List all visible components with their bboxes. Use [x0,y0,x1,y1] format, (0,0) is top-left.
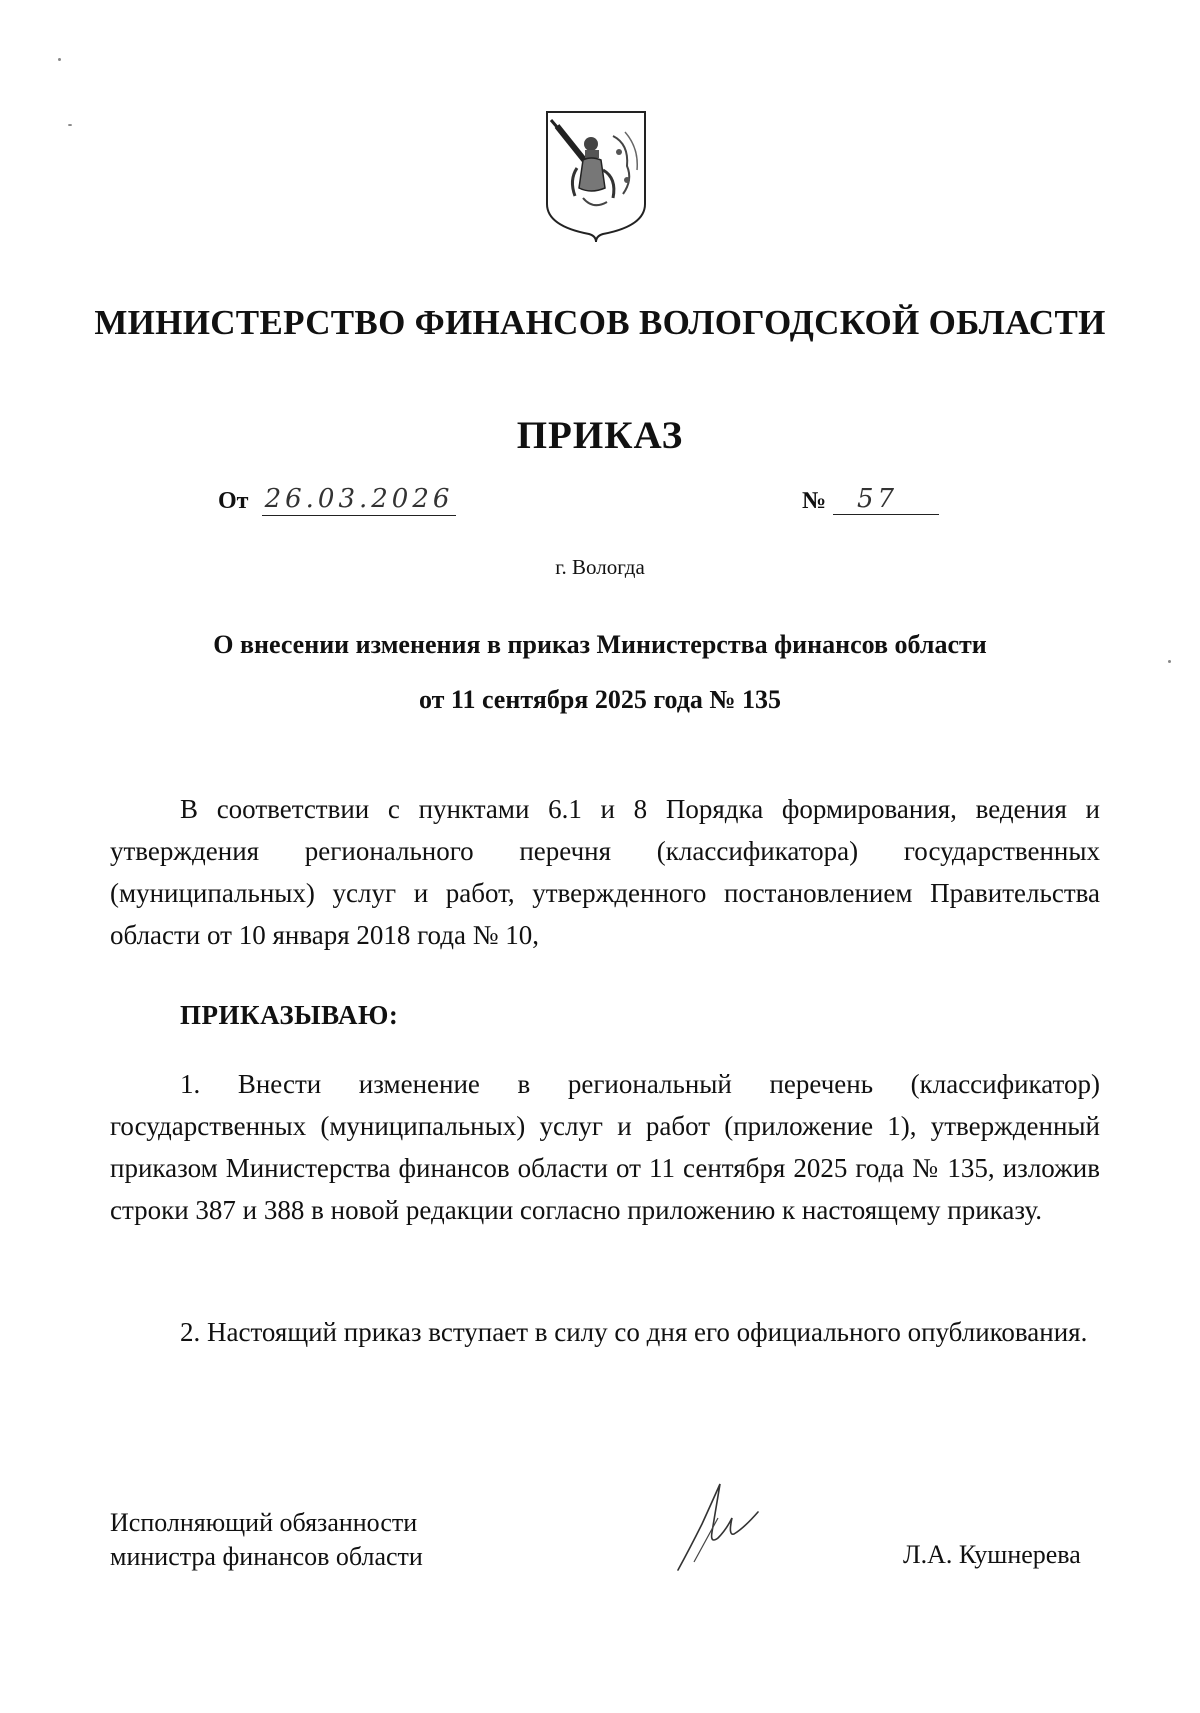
order-item-1: 1. Внести изменение в региональный перечень (классификатор) государственных (муниципальных) услуг и работ (приложение 1), утвержденный приказом Министерства финансов области от 11 сентября 2025 года № 135, изложив строки 387 и 388 в новой редакции согласно приложению к настоящему приказу. [110,1069,1100,1225]
order-item-2: 2. Настоящий приказ вступает в силу со дня его официального опубликования. [180,1317,1088,1347]
document-type-title: ПРИКАЗ [516,414,684,457]
order-word: ПРИКАЗЫВАЮ: [180,1000,399,1030]
city-line: г. Вологда [555,555,645,579]
scan-speck [1168,660,1171,663]
scan-speck [68,124,72,126]
signer-position-line-1: Исполняющий обязанности [110,1508,418,1537]
vologda-coat-of-arms-icon [543,108,649,246]
number-value: 57 [833,484,939,515]
subject-line-1: О внесении изменения в приказ Министерства финансов области [213,630,987,659]
number-label: № [802,488,827,514]
scan-speck [58,58,61,61]
subject-heading [0,617,1200,727]
signer-position [110,1506,423,1574]
date-value: 26.03.2026 [262,484,456,516]
ministry-title: МИНИСТЕРСТВО ФИНАНСОВ ВОЛОГОДСКОЙ ОБЛАСТИ [94,303,1106,342]
handwritten-signature-icon [672,1478,762,1574]
subject-line-2: от 11 сентября 2025 года № 135 [418,685,782,714]
signer-name: Л.А. Кушнерева [903,1540,1081,1569]
signer-position-line-2: министра финансов области [110,1542,423,1571]
date-label: От [218,488,249,514]
preamble-paragraph: В соответствии с пунктами 6.1 и 8 Порядка формирования, ведения и утверждения регионального перечня (классификатора) государственных (муниципальных) услуг и работ, утвержденного постановлением Правительства области от 10 января 2018 года № 10, [110,794,1100,950]
